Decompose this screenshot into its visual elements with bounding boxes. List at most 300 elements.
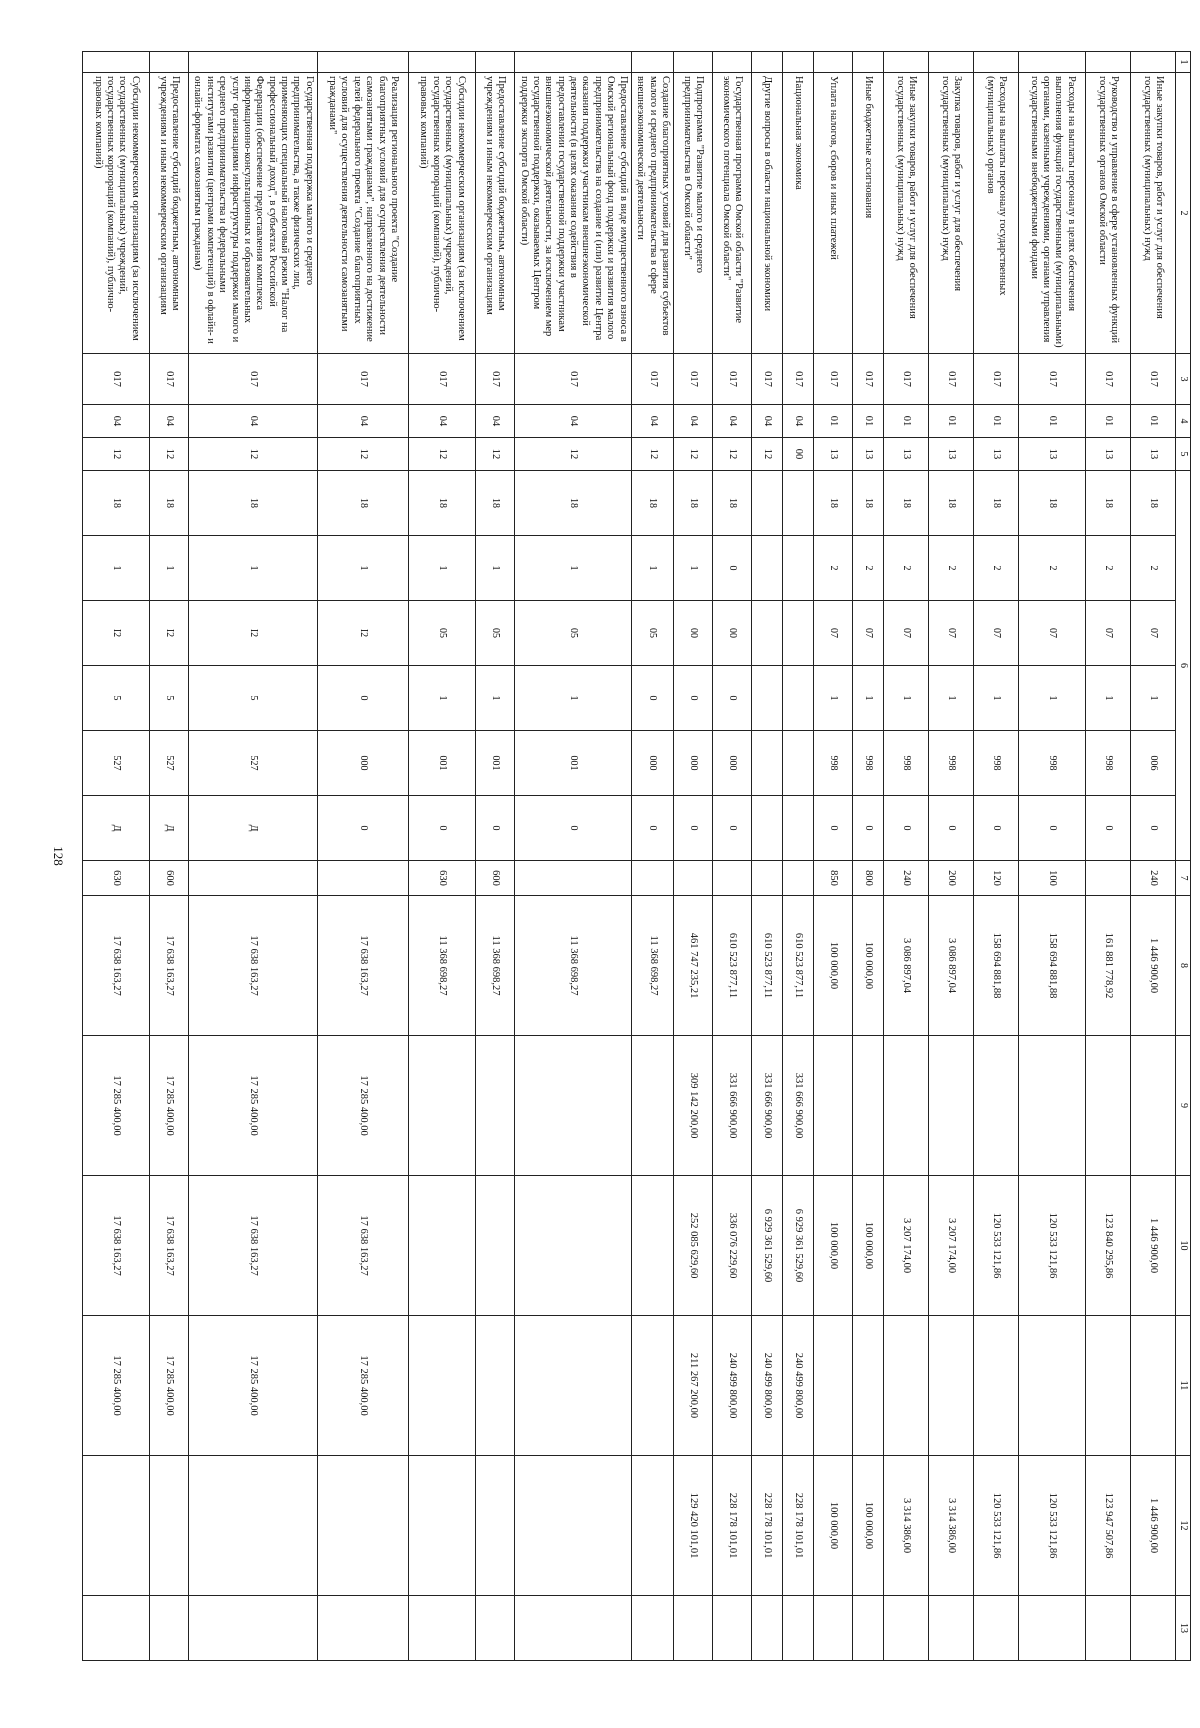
table-row — [783, 52, 814, 1661]
amount-col-9-cell — [514, 1036, 631, 1176]
amount-col-13-cell — [1019, 1596, 1086, 1661]
table-row — [631, 52, 673, 1661]
target-article-segment-cell: 527 — [150, 731, 189, 796]
amount-col-8-cell: 100 000,00 — [814, 896, 853, 1036]
amount-col-13-cell — [408, 1596, 475, 1661]
target-article-segment-cell — [783, 796, 814, 861]
amount-col-8-cell: 17 638 163,27 — [317, 896, 408, 1036]
page-number: 128 — [51, 846, 66, 866]
amount-col-13-cell — [853, 1596, 884, 1661]
ministry-code-cell: 017 — [783, 354, 814, 405]
section-code-cell: 04 — [752, 405, 783, 438]
row-name-cell: Национальная экономика — [783, 73, 814, 354]
row-index-cell — [884, 52, 929, 73]
target-article-segment-cell: I2 — [150, 601, 189, 666]
row-index-cell — [1019, 52, 1086, 73]
amount-col-8-cell: 11 368 698,27 — [408, 896, 475, 1036]
amount-col-9-cell: 331 666 900,00 — [783, 1036, 814, 1176]
amount-col-11-cell: 240 499 800,00 — [713, 1316, 752, 1456]
target-article-segment-cell — [752, 471, 783, 536]
amount-col-9-cell — [1019, 1036, 1086, 1176]
target-article-segment-cell: 18 — [631, 471, 673, 536]
amount-col-10-cell: 17 638 163,27 — [150, 1176, 189, 1316]
section-code-cell: 01 — [929, 405, 974, 438]
section-code-cell: 01 — [1131, 405, 1176, 438]
amount-col-9-cell: 17 285 400,00 — [150, 1036, 189, 1176]
amount-col-9-cell — [853, 1036, 884, 1176]
target-article-segment-cell: 998 — [1019, 731, 1086, 796]
expense-type-cell: 850 — [814, 861, 853, 896]
target-article-segment-cell: 1 — [814, 666, 853, 731]
amount-col-11-cell — [514, 1316, 631, 1456]
target-article-segment-cell: 18 — [1131, 471, 1176, 536]
amount-col-13-cell — [189, 1596, 318, 1661]
section-code-cell: 04 — [713, 405, 752, 438]
amount-col-11-cell — [884, 1316, 929, 1456]
target-article-segment-cell: 18 — [674, 471, 713, 536]
col-header-12: 12 — [1176, 1456, 1191, 1596]
target-article-segment-cell: 1 — [317, 536, 408, 601]
table-row — [408, 52, 475, 1661]
amount-col-10-cell: 120 533 121,86 — [1019, 1176, 1086, 1316]
table-row — [1019, 52, 1086, 1661]
amount-col-11-cell — [1019, 1316, 1086, 1456]
subsection-code-cell: 13 — [1131, 438, 1176, 471]
amount-col-10-cell: 123 840 295,86 — [1086, 1176, 1131, 1316]
section-code-cell: 04 — [514, 405, 631, 438]
target-article-segment-cell: 2 — [929, 536, 974, 601]
amount-col-12-cell: 228 178 101,01 — [752, 1456, 783, 1596]
amount-col-10-cell — [408, 1176, 475, 1316]
amount-col-13-cell — [83, 1596, 150, 1661]
target-article-segment-cell: 2 — [814, 536, 853, 601]
target-article-segment-cell: 18 — [713, 471, 752, 536]
amount-col-13-cell — [514, 1596, 631, 1661]
target-article-segment-cell: 07 — [974, 601, 1019, 666]
target-article-segment-cell: 2 — [974, 536, 1019, 601]
expense-type-cell — [674, 861, 713, 896]
row-name-cell: Иные бюджетные ассигнования — [853, 73, 884, 354]
target-article-segment-cell: 0 — [1019, 796, 1086, 861]
target-article-segment-cell: 998 — [929, 731, 974, 796]
table-row — [974, 52, 1019, 1661]
target-article-segment-cell: 18 — [83, 471, 150, 536]
expense-type-cell: 630 — [408, 861, 475, 896]
target-article-segment-cell: I2 — [189, 601, 318, 666]
target-article-segment-cell: 0 — [814, 796, 853, 861]
amount-col-9-cell — [475, 1036, 514, 1176]
amount-col-8-cell: 610 523 877,11 — [713, 896, 752, 1036]
target-article-segment-cell: 5 — [189, 666, 318, 731]
col-header-11: 11 — [1176, 1316, 1191, 1456]
amount-col-9-cell: 17 285 400,00 — [189, 1036, 318, 1176]
target-article-segment-cell: 18 — [408, 471, 475, 536]
col-header-6: 6 — [1176, 471, 1191, 861]
amount-col-12-cell: 228 178 101,01 — [713, 1456, 752, 1596]
row-index-cell — [83, 52, 150, 73]
amount-col-11-cell — [814, 1316, 853, 1456]
row-name-cell: Руководство и управление в сфере установленных функций государственных органов Омской области — [1086, 73, 1131, 354]
target-article-segment-cell: 07 — [1086, 601, 1131, 666]
target-article-segment-cell: 5 — [83, 666, 150, 731]
target-article-segment-cell: 18 — [884, 471, 929, 536]
target-article-segment-cell: 07 — [1131, 601, 1176, 666]
ministry-code-cell: 017 — [83, 354, 150, 405]
amount-col-8-cell: 11 368 698,27 — [631, 896, 673, 1036]
col-header-8: 8 — [1176, 896, 1191, 1036]
target-article-segment-cell: Д — [150, 796, 189, 861]
table-row — [752, 52, 783, 1661]
target-article-segment-cell: 1 — [475, 536, 514, 601]
target-article-segment-cell — [783, 536, 814, 601]
target-article-segment-cell: Д — [83, 796, 150, 861]
section-code-cell: 04 — [83, 405, 150, 438]
amount-col-10-cell: 1 446 900,00 — [1131, 1176, 1176, 1316]
table-row — [189, 52, 318, 1661]
subsection-code-cell: 12 — [189, 438, 318, 471]
target-article-segment-cell: 05 — [514, 601, 631, 666]
amount-col-13-cell — [814, 1596, 853, 1661]
expense-type-cell: 100 — [1019, 861, 1086, 896]
table-row — [674, 52, 713, 1661]
row-index-cell — [475, 52, 514, 73]
amount-col-12-cell: 123 947 507,86 — [1086, 1456, 1131, 1596]
row-name-cell: Закупка товаров, работ и услуг для обеспечения государственных (муниципальных) нужд — [929, 73, 974, 354]
amount-col-10-cell: 17 638 163,27 — [83, 1176, 150, 1316]
target-article-segment-cell: 000 — [713, 731, 752, 796]
row-index-cell — [814, 52, 853, 73]
section-code-cell: 01 — [853, 405, 884, 438]
table-row — [83, 52, 150, 1661]
col-header-13: 13 — [1176, 1596, 1191, 1661]
amount-col-11-cell: 17 285 400,00 — [150, 1316, 189, 1456]
amount-col-13-cell — [752, 1596, 783, 1661]
amount-col-11-cell — [475, 1316, 514, 1456]
amount-col-11-cell: 240 499 800,00 — [752, 1316, 783, 1456]
expense-type-cell: 600 — [475, 861, 514, 896]
row-index-cell — [929, 52, 974, 73]
row-name-cell: Предоставление субсидий в виде имущественного взноса в Омский региональный фонд поддержки и развития малого предпринимательства на создание и (или) развитие Центра оказания поддержки участникам внешнеэкономической деятельности (в целях оказания содействия в предоставлении государственной поддержки участникам внешнеэкономической деятельности, за исключением мер государственной поддержки, оказываемых Центром поддержки экспорта Омской области) — [514, 73, 631, 354]
target-article-segment-cell: 0 — [674, 796, 713, 861]
section-code-cell: 04 — [317, 405, 408, 438]
target-article-segment-cell: 00 — [713, 601, 752, 666]
target-article-segment-cell: 1 — [189, 536, 318, 601]
target-article-segment-cell: I2 — [83, 601, 150, 666]
target-article-segment-cell: 998 — [974, 731, 1019, 796]
subsection-code-cell: 13 — [884, 438, 929, 471]
section-code-cell: 01 — [1019, 405, 1086, 438]
target-article-segment-cell: 0 — [317, 796, 408, 861]
target-article-segment-cell: 07 — [884, 601, 929, 666]
target-article-segment-cell: 18 — [475, 471, 514, 536]
target-article-segment-cell: 0 — [1086, 796, 1131, 861]
ministry-code-cell: 017 — [1086, 354, 1131, 405]
amount-col-12-cell — [475, 1456, 514, 1596]
amount-col-13-cell — [783, 1596, 814, 1661]
target-article-segment-cell: 07 — [853, 601, 884, 666]
amount-col-11-cell — [853, 1316, 884, 1456]
amount-col-10-cell: 6 929 361 529,60 — [752, 1176, 783, 1316]
amount-col-12-cell: 228 178 101,01 — [783, 1456, 814, 1596]
ministry-code-cell: 017 — [317, 354, 408, 405]
ministry-code-cell: 017 — [475, 354, 514, 405]
section-code-cell: 04 — [408, 405, 475, 438]
amount-col-8-cell: 17 638 163,27 — [150, 896, 189, 1036]
ministry-code-cell: 017 — [1131, 354, 1176, 405]
section-code-cell: 01 — [1086, 405, 1131, 438]
target-article-segment-cell: 527 — [83, 731, 150, 796]
row-name-cell: Иные закупки товаров, работ и услуг для обеспечения государственных (муниципальных) нужд — [884, 73, 929, 354]
section-code-cell: 01 — [814, 405, 853, 438]
expense-type-cell — [317, 861, 408, 896]
amount-col-9-cell — [884, 1036, 929, 1176]
target-article-segment-cell — [752, 796, 783, 861]
target-article-segment-cell: 5 — [150, 666, 189, 731]
section-code-cell: 01 — [974, 405, 1019, 438]
target-article-segment-cell — [783, 731, 814, 796]
ministry-code-cell: 017 — [884, 354, 929, 405]
row-name-cell: Создание благоприятных условий для развития субъектов малого и среднего предпринимательства в сфере внешнеэкономической деятельности — [631, 73, 673, 354]
expense-type-cell: 800 — [853, 861, 884, 896]
row-name-cell: Реализация регионального проекта "Создание благоприятных условий для осуществления деятельности самозанятыми гражданами", направленного на достижение целей федерального проекта "Создание благоприятных условий для осуществления деятельности самозанятыми гражданами" — [317, 73, 408, 354]
col-header-2: 2 — [1176, 73, 1191, 354]
subsection-code-cell: 12 — [408, 438, 475, 471]
amount-col-12-cell — [317, 1456, 408, 1596]
subsection-code-cell: 12 — [752, 438, 783, 471]
target-article-segment-cell — [783, 666, 814, 731]
amount-col-11-cell — [1131, 1316, 1176, 1456]
amount-col-10-cell: 336 076 229,60 — [713, 1176, 752, 1316]
amount-col-13-cell — [884, 1596, 929, 1661]
expense-type-cell — [189, 861, 318, 896]
table-row — [150, 52, 189, 1661]
amount-col-10-cell: 100 000,00 — [814, 1176, 853, 1316]
table-row — [713, 52, 752, 1661]
target-article-segment-cell: 18 — [974, 471, 1019, 536]
amount-col-12-cell: 100 000,00 — [814, 1456, 853, 1596]
expense-type-cell — [752, 861, 783, 896]
expense-type-cell — [783, 861, 814, 896]
expense-type-cell: 630 — [83, 861, 150, 896]
table-row — [317, 52, 408, 1661]
target-article-segment-cell: 18 — [814, 471, 853, 536]
amount-col-12-cell — [150, 1456, 189, 1596]
target-article-segment-cell — [752, 536, 783, 601]
target-article-segment-cell: I2 — [317, 601, 408, 666]
row-index-cell — [1086, 52, 1131, 73]
row-name-cell: Предоставление субсидий бюджетным, автономным учреждениям и иным некоммерческим организациям — [475, 73, 514, 354]
row-index-cell — [514, 52, 631, 73]
table-row — [929, 52, 974, 1661]
target-article-segment-cell: 998 — [1086, 731, 1131, 796]
target-article-segment-cell: 05 — [408, 601, 475, 666]
row-name-cell: Государственная программа Омской области "Развитие экономического потенциала Омской области" — [713, 73, 752, 354]
target-article-segment-cell: 05 — [631, 601, 673, 666]
amount-col-13-cell — [929, 1596, 974, 1661]
target-article-segment-cell: 2 — [853, 536, 884, 601]
target-article-segment-cell — [783, 601, 814, 666]
target-article-segment-cell: 18 — [150, 471, 189, 536]
expense-type-cell: 200 — [929, 861, 974, 896]
amount-col-8-cell: 158 694 881,88 — [974, 896, 1019, 1036]
row-name-cell: Иные закупки товаров, работ и услуг для обеспечения государственных (муниципальных) нужд — [1131, 73, 1176, 354]
target-article-segment-cell: 0 — [631, 666, 673, 731]
table-row — [1086, 52, 1131, 1661]
amount-col-12-cell — [514, 1456, 631, 1596]
amount-col-10-cell: 252 085 629,60 — [674, 1176, 713, 1316]
amount-col-11-cell — [929, 1316, 974, 1456]
table-row — [514, 52, 631, 1661]
amount-col-8-cell: 610 523 877,11 — [752, 896, 783, 1036]
expense-type-cell — [631, 861, 673, 896]
amount-col-8-cell: 161 881 778,92 — [1086, 896, 1131, 1036]
amount-col-11-cell: 211 267 200,00 — [674, 1316, 713, 1456]
expense-type-cell — [1086, 861, 1131, 896]
amount-col-9-cell — [974, 1036, 1019, 1176]
budget-table — [82, 51, 1191, 1661]
subsection-code-cell: 13 — [1086, 438, 1131, 471]
amount-col-12-cell: 100 000,00 — [853, 1456, 884, 1596]
col-header-5: 5 — [1176, 438, 1191, 471]
table-row — [814, 52, 853, 1661]
target-article-segment-cell: 0 — [884, 796, 929, 861]
subsection-code-cell: 12 — [713, 438, 752, 471]
row-name-cell: Расходы на выплаты персоналу государственных (муниципальных) органов — [974, 73, 1019, 354]
row-index-cell — [713, 52, 752, 73]
target-article-segment-cell: 18 — [514, 471, 631, 536]
ministry-code-cell: 017 — [752, 354, 783, 405]
target-article-segment-cell: 0 — [408, 796, 475, 861]
ministry-code-cell: 017 — [631, 354, 673, 405]
target-article-segment-cell: 001 — [514, 731, 631, 796]
row-name-cell: Подпрограмма "Развитие малого и среднего предпринимательства в Омской области" — [674, 73, 713, 354]
amount-col-11-cell — [631, 1316, 673, 1456]
target-article-segment-cell — [752, 731, 783, 796]
target-article-segment-cell: 000 — [317, 731, 408, 796]
amount-col-13-cell — [150, 1596, 189, 1661]
subsection-code-cell: 12 — [674, 438, 713, 471]
subsection-code-cell: 12 — [83, 438, 150, 471]
row-index-cell — [631, 52, 673, 73]
col-header-4: 4 — [1176, 405, 1191, 438]
amount-col-8-cell: 1 446 900,00 — [1131, 896, 1176, 1036]
target-article-segment-cell: 2 — [884, 536, 929, 601]
amount-col-10-cell — [475, 1176, 514, 1316]
row-name-cell: Субсидии некоммерческим организациям (за исключением государственных (муниципальных) учреждений, государственных корпораций (компаний), публично-правовых компаний) — [408, 73, 475, 354]
target-article-segment-cell: 07 — [929, 601, 974, 666]
amount-col-8-cell: 17 638 163,27 — [83, 896, 150, 1036]
target-article-segment-cell: Д — [189, 796, 318, 861]
row-index-cell — [189, 52, 318, 73]
section-code-cell: 04 — [189, 405, 318, 438]
target-article-segment-cell: 1 — [853, 666, 884, 731]
amount-col-12-cell: 3 314 386,00 — [884, 1456, 929, 1596]
row-name-cell: Уплата налогов, сборов и иных платежей — [814, 73, 853, 354]
amount-col-9-cell: 331 666 900,00 — [752, 1036, 783, 1176]
amount-col-12-cell: 120 533 121,86 — [1019, 1456, 1086, 1596]
target-article-segment-cell: 0 — [317, 666, 408, 731]
target-article-segment-cell: 2 — [1131, 536, 1176, 601]
amount-col-12-cell: 1 446 900,00 — [1131, 1456, 1176, 1596]
amount-col-12-cell: 120 533 121,86 — [974, 1456, 1019, 1596]
target-article-segment-cell: 001 — [475, 731, 514, 796]
subsection-code-cell: 13 — [1019, 438, 1086, 471]
target-article-segment-cell: 18 — [929, 471, 974, 536]
amount-col-13-cell — [475, 1596, 514, 1661]
amount-col-11-cell: 240 499 800,00 — [783, 1316, 814, 1456]
amount-col-10-cell: 6 929 361 529,60 — [783, 1176, 814, 1316]
row-index-cell — [783, 52, 814, 73]
row-name-cell: Предоставление субсидий бюджетным, автономным учреждениям и иным некоммерческим организациям — [150, 73, 189, 354]
ministry-code-cell: 017 — [974, 354, 1019, 405]
amount-col-8-cell: 3 086 897,04 — [929, 896, 974, 1036]
col-header-1: 1 — [1176, 52, 1191, 73]
subsection-code-cell: 12 — [317, 438, 408, 471]
amount-col-8-cell: 158 694 881,88 — [1019, 896, 1086, 1036]
target-article-segment-cell: 1 — [475, 666, 514, 731]
subsection-code-cell: 13 — [974, 438, 1019, 471]
amount-col-8-cell: 11 368 698,27 — [475, 896, 514, 1036]
subsection-code-cell: 13 — [929, 438, 974, 471]
subsection-code-cell: 12 — [631, 438, 673, 471]
expense-type-cell — [514, 861, 631, 896]
col-header-10: 10 — [1176, 1176, 1191, 1316]
amount-col-13-cell — [974, 1596, 1019, 1661]
amount-col-13-cell — [631, 1596, 673, 1661]
expense-type-cell: 240 — [1131, 861, 1176, 896]
target-article-segment-cell: 0 — [713, 796, 752, 861]
target-article-segment-cell: 18 — [853, 471, 884, 536]
target-article-segment-cell: 1 — [884, 666, 929, 731]
col-header-7: 7 — [1176, 861, 1191, 896]
target-article-segment-cell: 1 — [1131, 666, 1176, 731]
col-header-3: 3 — [1176, 354, 1191, 405]
amount-col-8-cell: 3 086 897,04 — [884, 896, 929, 1036]
row-index-cell — [317, 52, 408, 73]
expense-type-cell: 600 — [150, 861, 189, 896]
amount-col-11-cell — [974, 1316, 1019, 1456]
target-article-segment-cell: 00 — [674, 601, 713, 666]
ministry-code-cell: 017 — [674, 354, 713, 405]
target-article-segment-cell: 000 — [674, 731, 713, 796]
amount-col-11-cell — [408, 1316, 475, 1456]
target-article-segment-cell: 2 — [1019, 536, 1086, 601]
amount-col-8-cell: 461 747 235,21 — [674, 896, 713, 1036]
target-article-segment-cell: 001 — [408, 731, 475, 796]
amount-col-8-cell: 11 368 698,27 — [514, 896, 631, 1036]
section-code-cell: 04 — [475, 405, 514, 438]
table-row — [475, 52, 514, 1661]
target-article-segment-cell: 0 — [713, 536, 752, 601]
target-article-segment-cell: 18 — [1086, 471, 1131, 536]
target-article-segment-cell: 1 — [514, 536, 631, 601]
row-name-cell: Расходы на выплаты персоналу в целях обеспечения выполнения функций государственными (муниципальными) органами, казенными учреждениями, органами управления государственными внебюджетными фондами — [1019, 73, 1086, 354]
amount-col-9-cell: 309 142 200,00 — [674, 1036, 713, 1176]
amount-col-9-cell: 17 285 400,00 — [317, 1036, 408, 1176]
target-article-segment-cell: 1 — [974, 666, 1019, 731]
amount-col-10-cell: 3 207 174,00 — [929, 1176, 974, 1316]
target-article-segment-cell: 0 — [631, 796, 673, 861]
target-article-segment-cell — [752, 601, 783, 666]
amount-col-11-cell: 17 285 400,00 — [189, 1316, 318, 1456]
target-article-segment-cell: 998 — [884, 731, 929, 796]
target-article-segment-cell: 1 — [408, 536, 475, 601]
target-article-segment-cell: 527 — [189, 731, 318, 796]
target-article-segment-cell: 000 — [631, 731, 673, 796]
row-index-cell — [752, 52, 783, 73]
section-code-cell: 01 — [884, 405, 929, 438]
row-index-cell — [1131, 52, 1176, 73]
